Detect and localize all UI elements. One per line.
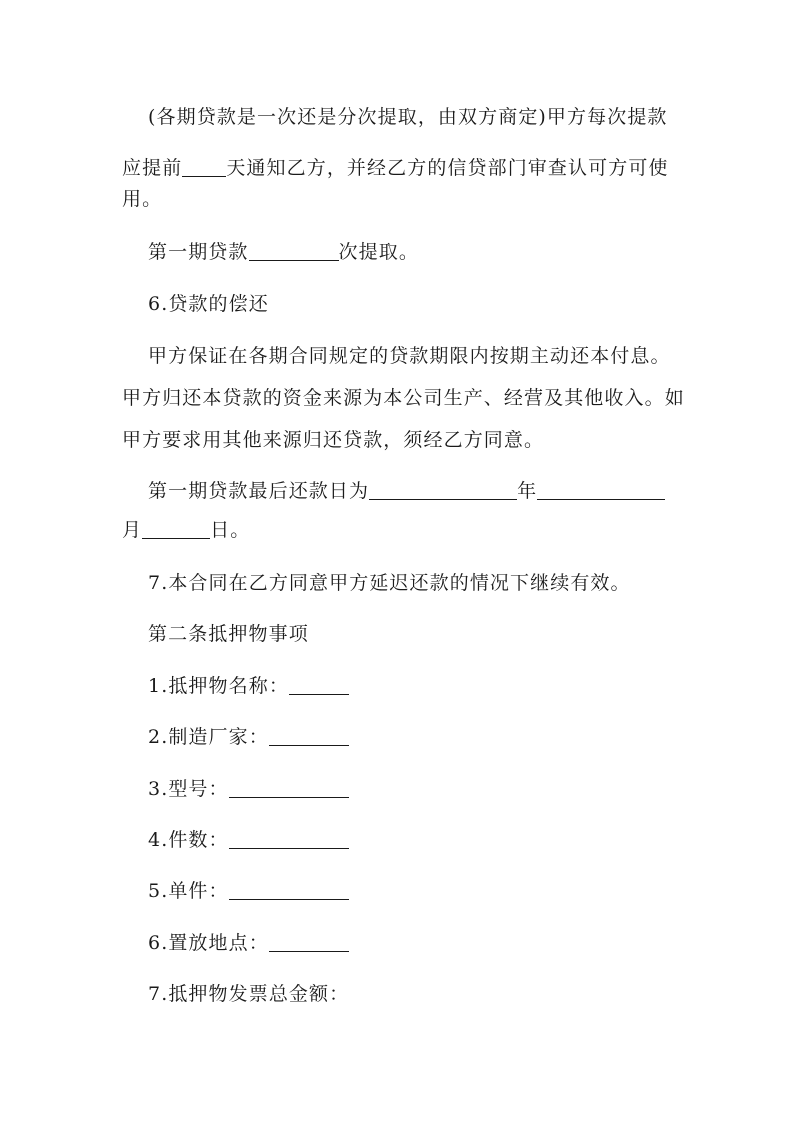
text: (各期贷款是一次还是分次提取，由双方商定)甲方每次提款 xyxy=(148,106,668,128)
collateral-location-item xyxy=(148,931,349,955)
text: 甲方要求用其他来源归还贷款，须经乙方同意。 xyxy=(122,429,545,451)
fill-in-blank xyxy=(229,779,349,798)
text: 用。 xyxy=(122,188,163,210)
section-heading-repayment xyxy=(148,292,269,316)
fill-in-blank-extra xyxy=(537,481,665,500)
fill-in-blank-count xyxy=(249,242,339,261)
paragraph-final-repayment-line-2 xyxy=(122,518,250,542)
text: 6.贷款的偿还 xyxy=(148,293,269,315)
text: 2.制造厂家： xyxy=(148,726,269,748)
paragraph-installments-line-2 xyxy=(122,156,669,180)
fill-in-blank-month xyxy=(142,520,210,539)
text: 次提取。 xyxy=(338,241,419,263)
paragraph-final-repayment-line-1 xyxy=(148,479,665,503)
fill-in-blank-year xyxy=(369,481,517,500)
paragraph-repayment-line-1 xyxy=(148,344,671,368)
text: 1.抵押物名称： xyxy=(148,675,289,697)
paragraph-continuation xyxy=(148,571,631,595)
text: 日。 xyxy=(210,519,251,541)
fill-in-blank xyxy=(229,830,349,849)
text: 3.型号： xyxy=(148,778,229,800)
text: 6.置放地点： xyxy=(148,932,269,954)
text: 7.抵押物发票总金额： xyxy=(148,983,350,1005)
text: 天通知乙方，并经乙方的信贷部门审查认可方可使 xyxy=(226,157,669,179)
text: 第一期贷款最后还款日为 xyxy=(148,480,370,502)
text: 月 xyxy=(122,519,143,541)
text: 7.本合同在乙方同意甲方延迟还款的情况下继续有效。 xyxy=(148,572,631,594)
collateral-manufacturer-item xyxy=(148,725,349,749)
text: 甲方保证在各期合同规定的贷款期限内按期主动还本付息。 xyxy=(148,345,671,367)
text: 第一期贷款 xyxy=(148,241,249,263)
text: 甲方归还本贷款的资金来源为本公司生产、经营及其他收入。如 xyxy=(122,387,685,409)
collateral-unit-item xyxy=(148,879,349,903)
text: 年 xyxy=(517,480,538,502)
paragraph-repayment-line-2 xyxy=(122,386,685,410)
collateral-model-item xyxy=(148,777,349,801)
fill-in-blank xyxy=(269,727,349,746)
collateral-invoice-amount-item xyxy=(148,982,349,1006)
paragraph-repayment-line-3 xyxy=(122,428,544,452)
fill-in-blank xyxy=(289,676,349,695)
text: 4.件数： xyxy=(148,829,229,851)
text: 5.单件： xyxy=(148,880,229,902)
fill-in-blank xyxy=(269,933,349,952)
text: 应提前 xyxy=(122,157,183,179)
section-heading-collateral xyxy=(148,622,309,646)
text: 第二条抵押物事项 xyxy=(148,623,309,645)
fill-in-blank-days xyxy=(182,158,226,177)
fill-in-blank xyxy=(229,881,349,900)
paragraph-first-loan xyxy=(148,240,419,264)
paragraph-installments-line-1 xyxy=(148,105,668,129)
collateral-count-item xyxy=(148,828,349,852)
collateral-name-item xyxy=(148,674,349,698)
paragraph-installments-line-3 xyxy=(122,187,162,211)
